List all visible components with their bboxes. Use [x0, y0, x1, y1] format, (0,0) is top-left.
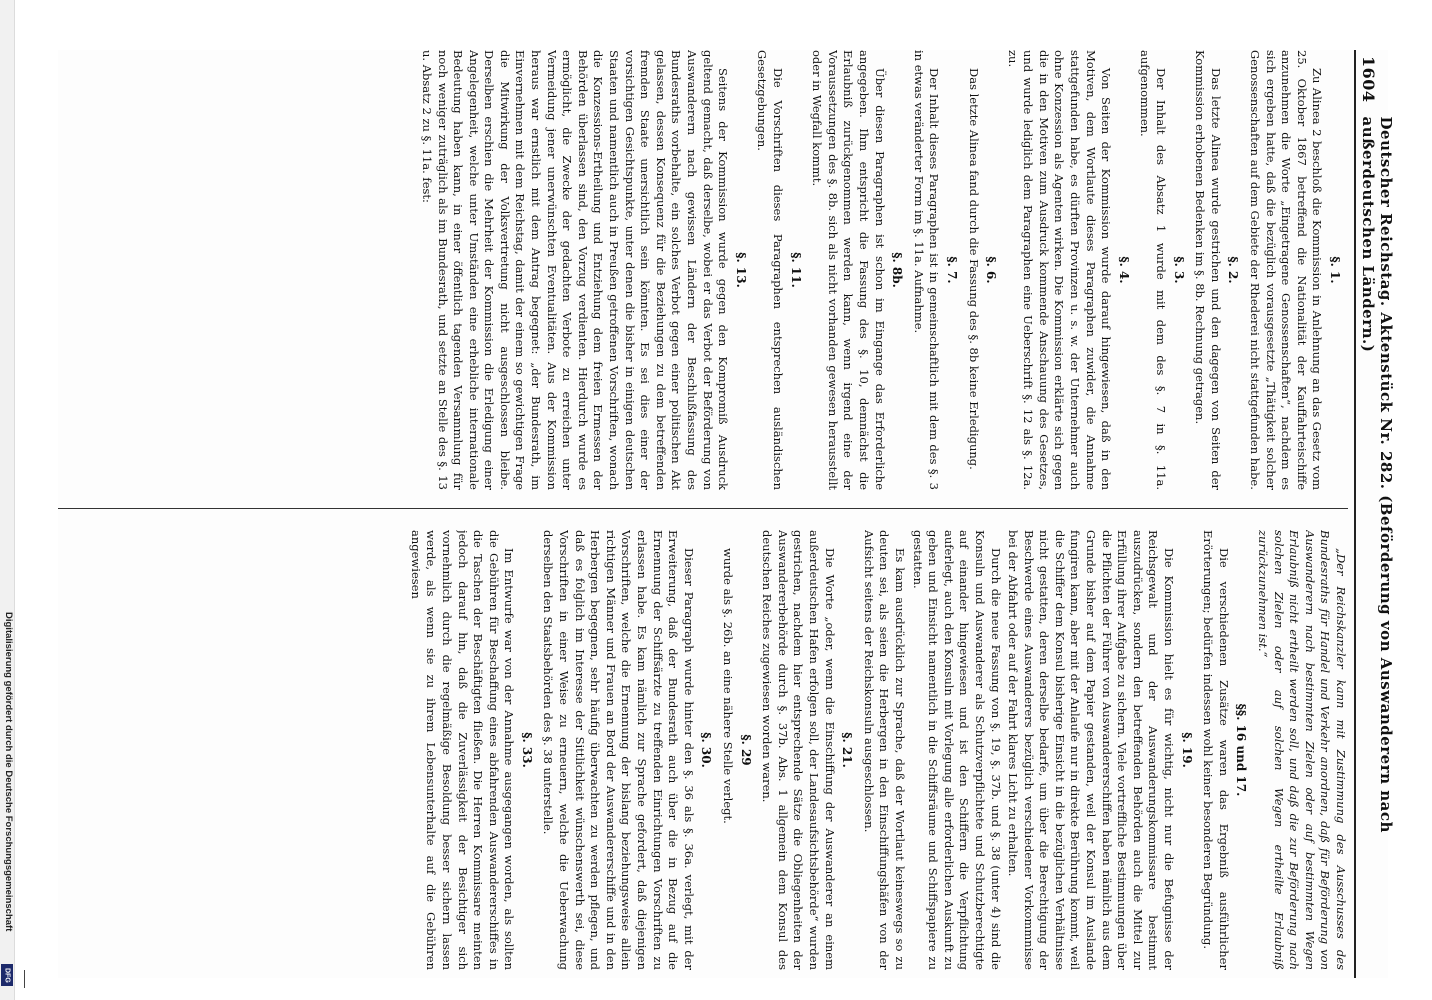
section-heading: §. 8b. [890, 252, 905, 288]
paragraph: Über diesen Paragraphen ist schon im Eingange das Erforderliche angegeben. Ihm entspricht die Fassung des §. 10, demnächst die Erlaubniß zurückgenommen werden kann, wenn irgend eine der Voraussetzungen des §. 8b. sich als nicht vorhanden gewesen herausstellt oder in Wegfall kommt. [810, 50, 887, 490]
digitization-credit [0, 612, 14, 992]
paragraph: Die Worte „oder, wenn die Einschiffung der Auswanderer an einem außerdeutschen Hafen erfolgen soll, der Landesaufsichtsbehörde“ wurden gestrichen, nachdem hier entsprechende Sätze die Obliegenheiten der Auswandererbehörde durch §. 37b. Abs. 1 allgemein dem Konsul des deutschen Reiches zugewiesen worden waren. [760, 530, 837, 970]
paragraph: Von Seiten der Kommission wurde darauf hingewiesen, daß in den Motiven, dem Wortlaute dieses Paragraphen zuwider, die Annahme stattgefunden habe, es dürften Provinzen u. s. w. der Unternehmer auch ohne Konzession als Agenten wirken. Die Kommission erklärte sich gegen die in den Motiven zum Ausdruck kommende Anschauung des Gesetzes, und wurde lediglich dem Paragraphen eine Ueberschrift §. 12 als §. 12a. zu. [1005, 50, 1114, 490]
section-heading: §. 11. [788, 252, 803, 288]
section-heading: §. 30. [699, 732, 714, 768]
credit-text: Digitalisierung gefördert durch die Deutsche Forschungsgemeinschaft [3, 612, 14, 932]
scanned-page [58, 50, 1395, 978]
section-heading: §. 2. [1226, 256, 1241, 284]
section-heading: §. 1. [1328, 256, 1342, 284]
paragraph: Die Vorschriften dieses Paragraphen entsprechen ausländischen Gesetzgebungen. [755, 50, 785, 490]
section-heading: §. 13. [733, 252, 748, 288]
paragraph: Der Inhalt dieses Paragraphen ist in gemeinschaftlich mit dem des §. 3 in etwas veränderter Form im §. 11a. Aufnahme. [911, 50, 942, 490]
paragraph: Das letzte Alinea fand durch die Fassung des §. 8b keine Erledigung. [966, 68, 981, 470]
paragraph: Die verschiedenen Zusätze waren das Ergebniß ausführlicher Erörterungen; bedürfen indessen wohl keiner besonderen Begründung. [1201, 530, 1231, 970]
section-heading: §. 33. [519, 732, 534, 768]
paragraph: Das letzte Alinea wurde gestrichen und den dagegen von Seiten der Kommission erhobenen Bedenken im §. 8b. Rechnung getragen. [1193, 50, 1223, 490]
paragraph: Die Kommission hielt es für wichtig, nicht nur die Befugnisse der Reichsgewalt und der Auswanderungskommissare bestimmt auszudrücken, sondern den betreffenden Behörden auch die Mittel zur Erfüllung ihrer Aufgabe zu sichern. Viele vortreffliche Bestimmungen über die Pflichten der Führer von Auswandererschiffen haben nämlich aus dem Grunde bisher auf dem Papier gestanden, weil der Konsul im Auslande fungiren kann, aber mit der Anlaufe nur in direkte Berührung kommt, weil die Schiffer dem Konsul bisherige Einsicht in die bezüglichen Verhältnisse nicht gestatten, deren derselbe bedarfe, um über die Berechtigung der Beschwerde eines Auswanderers bezüglich verschiedener Vorkommnisse bei der Abfahrt oder auf der Fahrt klares Licht zu erhalten. [1006, 530, 1177, 970]
paragraph: Es kam ausdrücklich zur Sprache, daß der Wortlaut keineswegs so zu deuten sei, als seien die Herbergen in den Einschiffungshäfen von der Aufsicht seitens der Reichskonsuln ausgeschlossen. [861, 530, 907, 970]
section-heading: §§. 16 und 17. [1234, 703, 1249, 797]
right-column [58, 530, 1348, 970]
dfg-logo: DFG [1, 964, 13, 986]
section-heading: §. 19. [1179, 732, 1194, 768]
paragraph: Der Inhalt des Absatz 1 wurde mit dem des §. 7 in §. 11a. aufgenommen. [1138, 50, 1169, 490]
section-heading: §. 7. [944, 256, 959, 284]
section-heading: §. 4. [1116, 256, 1131, 284]
paragraph: wurde als §. 26b. an eine nähere Stelle verlegt. [721, 548, 736, 824]
left-column [58, 50, 1348, 490]
section-heading: §. 6. [984, 256, 999, 284]
text-columns [58, 50, 1348, 978]
paragraph: Durch die neue Fassung von §. 19, §. 37b. und §. 38 (unter 4) sind die Konsuln und Auswanderer als Schutzverpflichtete und Schutzberechtigte auf einander hingewiesen und ist den Schiffern die Verpflichtung auferlegt, auch den Konsuln mit Vorlegung alle erforderlichen Auskunft zu geben und Einsicht namentlich in die Schiffsräume und Schiffspapiere zu gestatten. [910, 530, 1003, 970]
section-heading: §. 29 [738, 734, 753, 766]
paragraph: Zu Alinea 2 beschloß die Kommission in Anlehnung an das Gesetz vom 25. Oktober 1867 betreffend die Nationalität der Kauffahrteischiffe anzunehmen die Worte „Eingetragene Genossenschaften“, nachdem es sich ergeben hatte, daß die bezüglich vorausgesetzte „Thätigkeit solcher Genossenschaften auf dem Gebiete der Rhederei nicht stattgefunden habe. [1248, 50, 1325, 490]
paragraph: Dieser Paragraph wurde hinter den §. 36 als §. 36a. verlegt, mit der Erweiterung, daß der Bundesrath auch über die in Bezug auf die Ernennung der Schiffsärzte zu treffenden Einrichtungen Vorschriften zu erlassen habe. Es kam nämlich zur Sprache gefordert, daß diejenigen Vorschriften, welche die Ernennung der bislang beziehungsweise allein richtigen Männer und Frauen an Bord der Auswandererschiffe und in den Herbergen begegnen, sehr häufig überwachten zu werden pflegen, und daß es folglich im Interesse der Sittlichkeit wünschenswerth sei, diese Vorschriften in einer Weise zu erneuern, welche die Ueberwachung derselben den Staatsbehörden des §. 38 unterstelle. [541, 530, 696, 970]
paragraph: Im Entwurfe war von der Annahme ausgegangen worden, als sollten die Gebühren für Beschaffung eines abfahrenden Auswandererschiffes in die Taschen der Beschäftigten fließen. Die Herren Kommissare meinten jedoch darauf hin, daß die Zuverlässigkeit der Besichtiger sich vornehmlich durch die regelmäßige Besoldung besser sichern lassen werde, als wenn sie zu ihrem Lebensunterhalte auf die Gebühren angewiesen [408, 530, 517, 970]
paragraph: „Der Reichskanzler kann mit Zustimmung des Ausschusses des Bundesraths für Handel und Verkehr anordnen, daß für Beförderung von Auswanderern nach bestimmten Zielen oder auf bestimmten Wegen Erlaubniß nicht ertheilt werden soll, und daß die zur Beförderung nach solchen Zielen oder auf solchen Wegen ertheilte Erlaubniß zurückzunehmen ist.“ [1256, 530, 1348, 970]
column-divider [58, 508, 1348, 509]
section-heading: §. 3. [1171, 256, 1186, 284]
page-edge-mark [24, 970, 25, 988]
paragraph: Seitens der Kommission wurde gegen den Kompromiß Ausdruck geltend gemacht, daß derselbe, wobei er das Verbot der Beförderung von Auswanderern nach gewissen Ländern der Beschlußfassung des Bundesraths vorbehalte, ein solches Verbot gegen einer politischen Akt gelassen, dessen Konsequenz für die Beziehungen zu dem betreffenden fremden Staate unersichtlich sein könnten. Es sei dies einer der vorsichtigen Gesichtspunkte, unter denen die bisher in einigen deutschen Staaten und namentlich auch in Preußen getroffenen Vorschriften, wonach die Konzessions-Ertheilung und Entziehung dem freien Ermessen der Behörden überlassen sind, den Vorzug verdienten. Hierdurch wurde es ermöglicht, die Zwecke der gedachten Verbote zu erreichen unter Vermeidung jener unerwünschten Eventualitäten. Aus der Kommission heraus war ernstlich mit dem Antrag begegnet: „der Bundesrath, im Einvernehmen mit dem Reichstag, damit der einem so gewichtigen Frage die Mitwirkung der Volksvertretung nicht ausgeschlossen bleibe. Derselben erschien die Mehrheit der Kommission die Erledigung einer Angelegenheit, welche unter Umständen eine erhebliche internationale Bedeutung haben kann, in einer öffentlich tagenden Versammlung für noch weniger zuträglich als im Bundesrath, und setzte an Stelle des §. 13 u. Absatz 2 zu §. 11a. fest: [419, 50, 731, 490]
rotated-page-content [58, 50, 1395, 978]
page-number: 1604 [1359, 56, 1378, 103]
section-heading: §. 21. [840, 732, 855, 768]
page-header [1354, 50, 1395, 978]
page-title: Deutscher Reichstag. Aktenstück Nr. 282. (Beförderung von Auswanderern nach außerdeutschen Ländern.) [1359, 116, 1395, 833]
